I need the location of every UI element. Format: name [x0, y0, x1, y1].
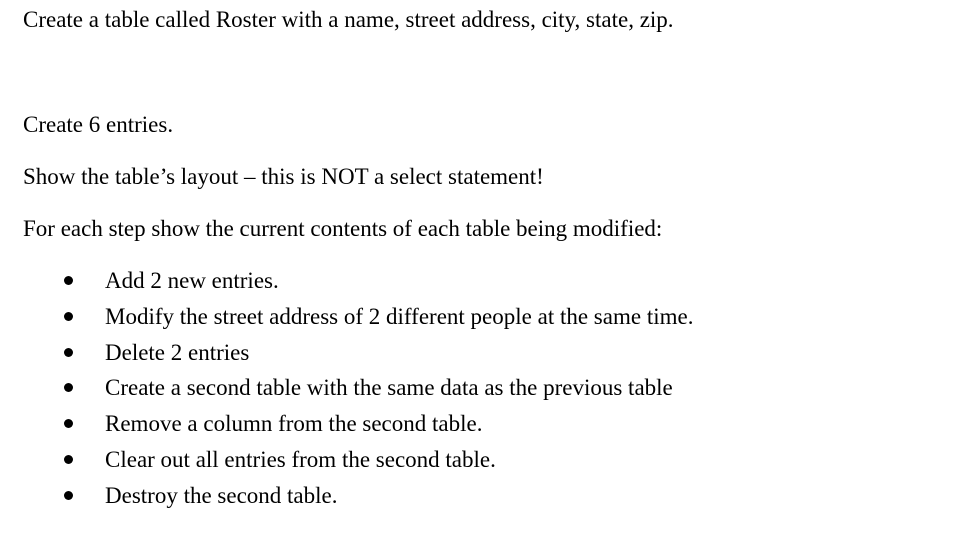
step-text: Destroy the second table. [105, 482, 338, 508]
step-text: Modify the street address of 2 different people at the same time. [105, 303, 694, 329]
bullet-icon [64, 419, 73, 428]
bullet-icon [64, 312, 73, 321]
instruction-create-table: Create a table called Roster with a name, street address, city, state, zip. [23, 7, 674, 32]
step-text: Delete 2 entries [105, 339, 250, 365]
bullet-icon [64, 491, 73, 500]
step-text: Add 2 new entries. [105, 268, 279, 293]
bullet-icon [64, 276, 73, 285]
bullet-icon [64, 348, 73, 357]
step-text: Clear out all entries from the second table. [105, 446, 496, 472]
instruction-create-entries: Create 6 entries. [23, 112, 174, 137]
instruction-show-layout: Show the table’s layout – this is NOT a select statement! [23, 164, 544, 189]
instruction-steps-intro: For each step show the current contents of each table being modified: [23, 216, 663, 241]
bullet-icon [64, 383, 73, 392]
step-text: Create a second table with the same data as the previous table [105, 375, 673, 401]
step-text: Remove a column from the second table. [105, 411, 483, 437]
bullet-icon [64, 455, 73, 464]
